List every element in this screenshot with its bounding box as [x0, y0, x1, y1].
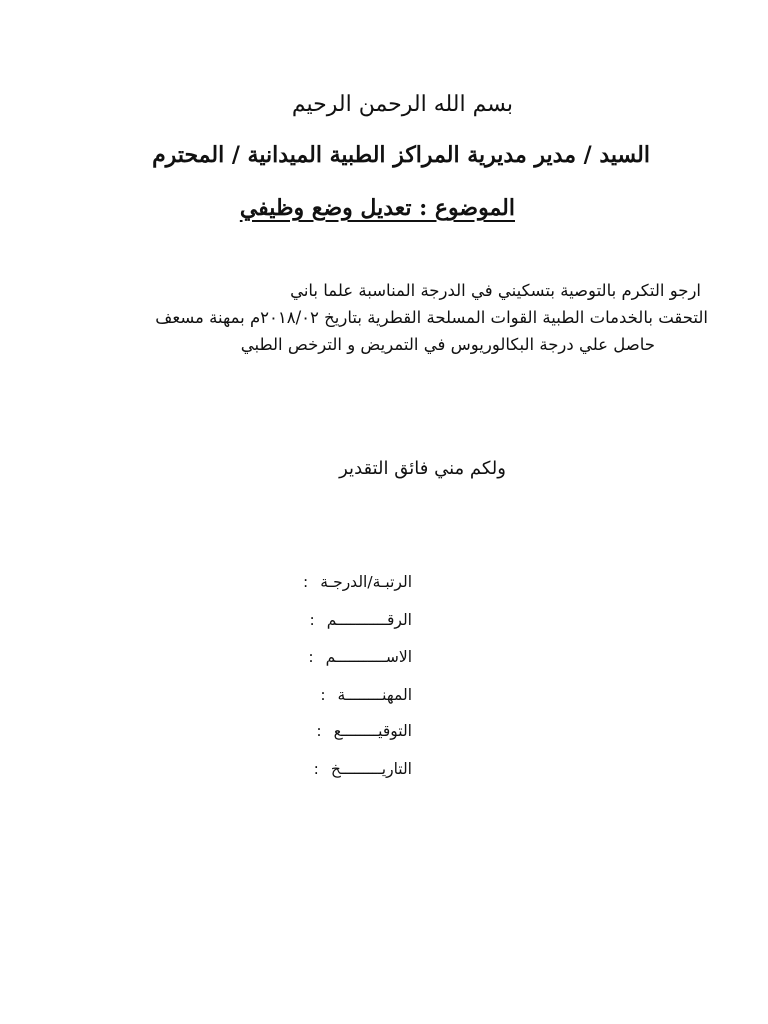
closing-line: ولكم مني فائق التقدير — [339, 458, 506, 479]
field-label: الرقـــــــــــم — [326, 611, 412, 629]
signature-field-date — [314, 760, 412, 778]
field-colon: : — [309, 611, 315, 629]
body-line-2: التحقت بالخدمات الطبية القوات المسلحة القطرية بتاريخ ٢٠١٨/٠٢م بمهنة مسعف — [155, 308, 708, 327]
signature-field-name — [308, 648, 412, 666]
field-label: الاســـــــــــم — [325, 648, 412, 666]
signature-field-signature — [316, 722, 412, 740]
addressee-line: السيد / مدير مديرية المراكز الطبية الميدانية / المحترم — [152, 142, 650, 168]
field-label: التوقيــــــــع — [333, 722, 412, 740]
field-label: الرتبـة/الدرجـة — [320, 573, 412, 591]
field-colon: : — [313, 760, 319, 778]
field-colon: : — [320, 686, 326, 704]
field-label: التاريـــــــــخ — [330, 760, 412, 778]
field-colon: : — [308, 648, 314, 666]
subject-line: الموضوع : تعديل وضع وظيفي — [239, 195, 515, 221]
body-line-3: حاصل علي درجة البكالوريوس في التمريض و الترخص الطبي — [240, 335, 655, 354]
field-colon: : — [303, 573, 309, 591]
field-colon: : — [316, 722, 322, 740]
signature-field-profession — [320, 686, 412, 704]
signature-field-number — [310, 611, 413, 629]
field-label: المهنــــــــة — [337, 686, 412, 704]
signature-field-rank — [303, 573, 412, 591]
body-line-1: ارجو التكرم بالتوصية بتسكيني في الدرجة المناسبة علما باني — [290, 281, 701, 300]
basmala-heading: بسم الله الرحمن الرحيم — [291, 92, 513, 117]
